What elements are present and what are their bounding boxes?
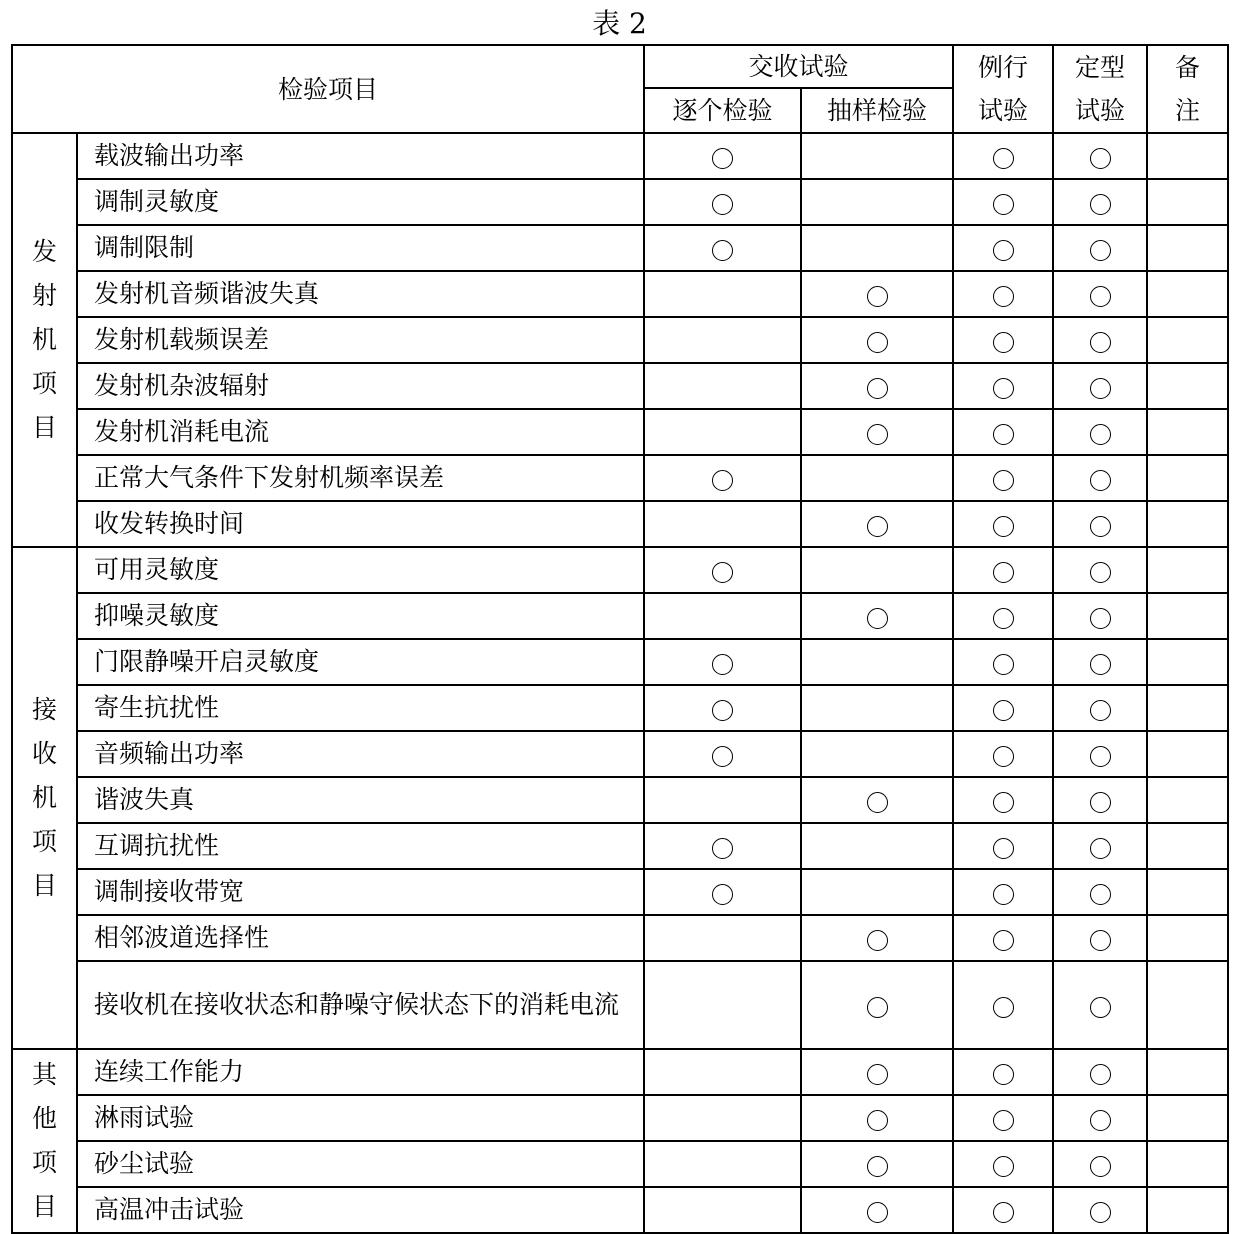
- item-name: 调制接收带宽: [77, 869, 644, 915]
- table-caption: 表 2: [592, 7, 647, 40]
- header-remarks-l1: 备: [1175, 53, 1201, 82]
- cell-each: [644, 639, 801, 685]
- circle-mark-icon: [1090, 194, 1111, 215]
- circle-mark-icon: [1090, 700, 1111, 721]
- circle-mark-icon: [867, 608, 888, 629]
- cell-sample: [801, 179, 953, 225]
- circle-mark-icon: [993, 997, 1014, 1018]
- cell-remarks: [1147, 869, 1228, 915]
- item-name: 谐波失真: [77, 777, 644, 823]
- cell-remarks: [1147, 317, 1228, 363]
- group-label-char: 机: [31, 325, 57, 354]
- circle-mark-icon: [1090, 378, 1111, 399]
- circle-mark-icon: [993, 654, 1014, 675]
- group-label-char: 发: [31, 237, 57, 266]
- table-row: [12, 731, 1228, 777]
- item-name: 淋雨试验: [77, 1095, 644, 1141]
- cell-sample: [801, 823, 953, 869]
- cell-each: [644, 547, 801, 593]
- cell-type: [1053, 685, 1147, 731]
- group-label-char: 射: [31, 281, 57, 310]
- item-name: 发射机音频谐波失真: [77, 271, 644, 317]
- cell-remarks: [1147, 593, 1228, 639]
- circle-mark-icon: [993, 746, 1014, 767]
- group-label-char: 其: [31, 1060, 57, 1089]
- item-name: 接收机在接收状态和静噪守候状态下的消耗电流: [77, 961, 644, 1049]
- circle-mark-icon: [712, 148, 733, 169]
- cell-type: [1053, 777, 1147, 823]
- circle-mark-icon: [1090, 562, 1111, 583]
- header-routine-l2: 试验: [978, 96, 1029, 125]
- table-row: [12, 409, 1228, 455]
- table-row: [12, 501, 1228, 547]
- cell-routine: [953, 823, 1053, 869]
- table-row: [12, 363, 1228, 409]
- cell-type: [1053, 961, 1147, 1049]
- cell-type: [1053, 869, 1147, 915]
- cell-type: [1053, 1049, 1147, 1095]
- cell-remarks: [1147, 1049, 1228, 1095]
- header-each-inspection: 逐个检验: [644, 88, 801, 133]
- table-row: [12, 225, 1228, 271]
- group-label-char: 项: [31, 369, 57, 398]
- cell-each: [644, 501, 801, 547]
- header-type-test: [1053, 45, 1147, 133]
- table-row: [12, 547, 1228, 593]
- circle-mark-icon: [867, 792, 888, 813]
- circle-mark-icon: [712, 700, 733, 721]
- circle-mark-icon: [1090, 148, 1111, 169]
- circle-mark-icon: [867, 1156, 888, 1177]
- group-label: [12, 1049, 77, 1233]
- circle-mark-icon: [993, 194, 1014, 215]
- cell-type: [1053, 593, 1147, 639]
- cell-remarks: [1147, 225, 1228, 271]
- cell-routine: [953, 731, 1053, 777]
- cell-remarks: [1147, 961, 1228, 1049]
- cell-each: [644, 1095, 801, 1141]
- cell-routine: [953, 501, 1053, 547]
- cell-type: [1053, 731, 1147, 777]
- table-row: [12, 1141, 1228, 1187]
- table-row: [12, 1095, 1228, 1141]
- cell-remarks: [1147, 179, 1228, 225]
- cell-routine: [953, 409, 1053, 455]
- table-row: [12, 915, 1228, 961]
- table-row: [12, 869, 1228, 915]
- item-name: 音频输出功率: [77, 731, 644, 777]
- circle-mark-icon: [712, 194, 733, 215]
- circle-mark-icon: [867, 930, 888, 951]
- cell-routine: [953, 593, 1053, 639]
- circle-mark-icon: [1090, 470, 1111, 491]
- cell-type: [1053, 271, 1147, 317]
- circle-mark-icon: [867, 1064, 888, 1085]
- circle-mark-icon: [993, 240, 1014, 261]
- item-name: 发射机杂波辐射: [77, 363, 644, 409]
- cell-each: [644, 731, 801, 777]
- header-type-l2: 试验: [1075, 96, 1126, 125]
- cell-remarks: [1147, 731, 1228, 777]
- cell-sample: [801, 455, 953, 501]
- cell-each: [644, 685, 801, 731]
- cell-type: [1053, 639, 1147, 685]
- cell-type: [1053, 133, 1147, 179]
- table-row: [12, 639, 1228, 685]
- cell-routine: [953, 1095, 1053, 1141]
- circle-mark-icon: [1090, 1110, 1111, 1131]
- item-name: 抑噪灵敏度: [77, 593, 644, 639]
- cell-each: [644, 271, 801, 317]
- cell-type: [1053, 501, 1147, 547]
- group-label-char: 收: [31, 739, 57, 768]
- group-label: [12, 133, 77, 547]
- cell-each: [644, 1141, 801, 1187]
- circle-mark-icon: [1090, 792, 1111, 813]
- header-inspection-item: 检验项目: [12, 45, 644, 133]
- cell-routine: [953, 317, 1053, 363]
- table-row: [12, 455, 1228, 501]
- cell-remarks: [1147, 915, 1228, 961]
- cell-sample: [801, 409, 953, 455]
- item-name: 互调抗扰性: [77, 823, 644, 869]
- cell-each: [644, 225, 801, 271]
- cell-routine: [953, 777, 1053, 823]
- circle-mark-icon: [993, 286, 1014, 307]
- circle-mark-icon: [1090, 1064, 1111, 1085]
- table-row: [12, 1049, 1228, 1095]
- cell-routine: [953, 1141, 1053, 1187]
- cell-routine: [953, 1187, 1053, 1233]
- cell-sample: [801, 961, 953, 1049]
- circle-mark-icon: [1090, 286, 1111, 307]
- cell-routine: [953, 1049, 1053, 1095]
- cell-remarks: [1147, 1187, 1228, 1233]
- table-row: [12, 1187, 1228, 1233]
- circle-mark-icon: [867, 516, 888, 537]
- cell-routine: [953, 869, 1053, 915]
- item-name: 正常大气条件下发射机频率误差: [77, 455, 644, 501]
- cell-routine: [953, 363, 1053, 409]
- circle-mark-icon: [1090, 424, 1111, 445]
- item-name: 连续工作能力: [77, 1049, 644, 1095]
- cell-sample: [801, 869, 953, 915]
- circle-mark-icon: [993, 608, 1014, 629]
- circle-mark-icon: [993, 930, 1014, 951]
- circle-mark-icon: [1090, 654, 1111, 675]
- group-label-char: 他: [31, 1104, 57, 1133]
- cell-type: [1053, 1095, 1147, 1141]
- cell-sample: [801, 363, 953, 409]
- table-row: [12, 823, 1228, 869]
- cell-type: [1053, 915, 1147, 961]
- cell-remarks: [1147, 685, 1228, 731]
- header-remarks: [1147, 45, 1228, 133]
- header-routine-l1: 例行: [978, 53, 1029, 82]
- circle-mark-icon: [712, 654, 733, 675]
- cell-each: [644, 409, 801, 455]
- circle-mark-icon: [712, 746, 733, 767]
- cell-routine: [953, 915, 1053, 961]
- cell-each: [644, 961, 801, 1049]
- cell-routine: [953, 547, 1053, 593]
- circle-mark-icon: [712, 240, 733, 261]
- header-routine-test: [953, 45, 1053, 133]
- table-row: [12, 685, 1228, 731]
- item-name: 载波输出功率: [77, 133, 644, 179]
- circle-mark-icon: [993, 838, 1014, 859]
- cell-sample: [801, 1095, 953, 1141]
- circle-mark-icon: [712, 470, 733, 491]
- cell-sample: [801, 1049, 953, 1095]
- cell-type: [1053, 823, 1147, 869]
- item-name: 门限静噪开启灵敏度: [77, 639, 644, 685]
- cell-sample: [801, 225, 953, 271]
- circle-mark-icon: [1090, 608, 1111, 629]
- group-label-char: 项: [31, 1148, 57, 1177]
- cell-remarks: [1147, 1141, 1228, 1187]
- table-row: [12, 271, 1228, 317]
- item-name: 发射机载频误差: [77, 317, 644, 363]
- cell-each: [644, 179, 801, 225]
- cell-each: [644, 1187, 801, 1233]
- circle-mark-icon: [993, 424, 1014, 445]
- cell-type: [1053, 1187, 1147, 1233]
- item-name: 相邻波道选择性: [77, 915, 644, 961]
- cell-each: [644, 823, 801, 869]
- circle-mark-icon: [993, 562, 1014, 583]
- circle-mark-icon: [993, 148, 1014, 169]
- cell-sample: [801, 547, 953, 593]
- circle-mark-icon: [993, 884, 1014, 905]
- table-body: [12, 133, 1228, 1233]
- cell-sample: [801, 915, 953, 961]
- circle-mark-icon: [993, 1202, 1014, 1223]
- circle-mark-icon: [712, 884, 733, 905]
- cell-remarks: [1147, 1095, 1228, 1141]
- circle-mark-icon: [1090, 838, 1111, 859]
- circle-mark-icon: [1090, 1156, 1111, 1177]
- circle-mark-icon: [867, 1202, 888, 1223]
- circle-mark-icon: [867, 378, 888, 399]
- inspection-table: [11, 44, 1229, 1234]
- cell-each: [644, 777, 801, 823]
- circle-mark-icon: [867, 424, 888, 445]
- cell-sample: [801, 639, 953, 685]
- circle-mark-icon: [867, 997, 888, 1018]
- cell-remarks: [1147, 271, 1228, 317]
- circle-mark-icon: [867, 332, 888, 353]
- cell-each: [644, 363, 801, 409]
- circle-mark-icon: [867, 286, 888, 307]
- cell-sample: [801, 731, 953, 777]
- cell-remarks: [1147, 639, 1228, 685]
- cell-routine: [953, 685, 1053, 731]
- circle-mark-icon: [993, 792, 1014, 813]
- header-acceptance-test: 交收试验: [644, 45, 953, 88]
- circle-mark-icon: [712, 562, 733, 583]
- cell-sample: [801, 271, 953, 317]
- cell-sample: [801, 501, 953, 547]
- cell-remarks: [1147, 547, 1228, 593]
- table-row: [12, 961, 1228, 1049]
- cell-routine: [953, 639, 1053, 685]
- item-name: 砂尘试验: [77, 1141, 644, 1187]
- item-name: 发射机消耗电流: [77, 409, 644, 455]
- group-label-char: 目: [31, 871, 57, 900]
- table-row: [12, 317, 1228, 363]
- cell-sample: [801, 685, 953, 731]
- circle-mark-icon: [993, 378, 1014, 399]
- cell-routine: [953, 271, 1053, 317]
- item-name: 收发转换时间: [77, 501, 644, 547]
- group-label-char: 项: [31, 827, 57, 856]
- cell-remarks: [1147, 409, 1228, 455]
- cell-remarks: [1147, 363, 1228, 409]
- cell-type: [1053, 363, 1147, 409]
- cell-remarks: [1147, 777, 1228, 823]
- circle-mark-icon: [993, 516, 1014, 537]
- circle-mark-icon: [1090, 516, 1111, 537]
- cell-each: [644, 133, 801, 179]
- cell-each: [644, 317, 801, 363]
- cell-remarks: [1147, 823, 1228, 869]
- cell-routine: [953, 179, 1053, 225]
- circle-mark-icon: [1090, 240, 1111, 261]
- circle-mark-icon: [993, 1156, 1014, 1177]
- item-name: 可用灵敏度: [77, 547, 644, 593]
- cell-sample: [801, 133, 953, 179]
- table-row: [12, 133, 1228, 179]
- cell-remarks: [1147, 501, 1228, 547]
- group-label-char: 机: [31, 783, 57, 812]
- table-row: [12, 179, 1228, 225]
- cell-sample: [801, 317, 953, 363]
- cell-each: [644, 915, 801, 961]
- circle-mark-icon: [1090, 1202, 1111, 1223]
- circle-mark-icon: [993, 700, 1014, 721]
- item-name: 寄生抗扰性: [77, 685, 644, 731]
- circle-mark-icon: [712, 838, 733, 859]
- cell-each: [644, 869, 801, 915]
- group-label-char: 接: [31, 695, 57, 724]
- table-row: [12, 777, 1228, 823]
- cell-type: [1053, 1141, 1147, 1187]
- cell-type: [1053, 547, 1147, 593]
- item-name: 高温冲击试验: [77, 1187, 644, 1233]
- cell-each: [644, 1049, 801, 1095]
- cell-routine: [953, 133, 1053, 179]
- cell-type: [1053, 225, 1147, 271]
- circle-mark-icon: [1090, 332, 1111, 353]
- circle-mark-icon: [1090, 884, 1111, 905]
- header-remarks-l2: 注: [1175, 96, 1201, 125]
- item-name: 调制灵敏度: [77, 179, 644, 225]
- circle-mark-icon: [1090, 997, 1111, 1018]
- cell-routine: [953, 961, 1053, 1049]
- group-label: [12, 547, 77, 1049]
- item-name: 调制限制: [77, 225, 644, 271]
- cell-each: [644, 593, 801, 639]
- cell-type: [1053, 179, 1147, 225]
- header-type-l1: 定型: [1075, 53, 1126, 82]
- cell-routine: [953, 455, 1053, 501]
- table-row: [12, 593, 1228, 639]
- cell-remarks: [1147, 133, 1228, 179]
- cell-sample: [801, 593, 953, 639]
- cell-routine: [953, 225, 1053, 271]
- cell-sample: [801, 1187, 953, 1233]
- circle-mark-icon: [993, 1110, 1014, 1131]
- cell-each: [644, 455, 801, 501]
- cell-sample: [801, 777, 953, 823]
- cell-remarks: [1147, 455, 1228, 501]
- circle-mark-icon: [867, 1110, 888, 1131]
- circle-mark-icon: [1090, 930, 1111, 951]
- circle-mark-icon: [993, 332, 1014, 353]
- cell-type: [1053, 409, 1147, 455]
- group-label-char: 目: [31, 1192, 57, 1221]
- circle-mark-icon: [1090, 746, 1111, 767]
- cell-type: [1053, 455, 1147, 501]
- group-label-char: 目: [31, 413, 57, 442]
- circle-mark-icon: [993, 470, 1014, 491]
- cell-type: [1053, 317, 1147, 363]
- cell-sample: [801, 1141, 953, 1187]
- header-sample-inspection: 抽样检验: [801, 88, 953, 133]
- circle-mark-icon: [993, 1064, 1014, 1085]
